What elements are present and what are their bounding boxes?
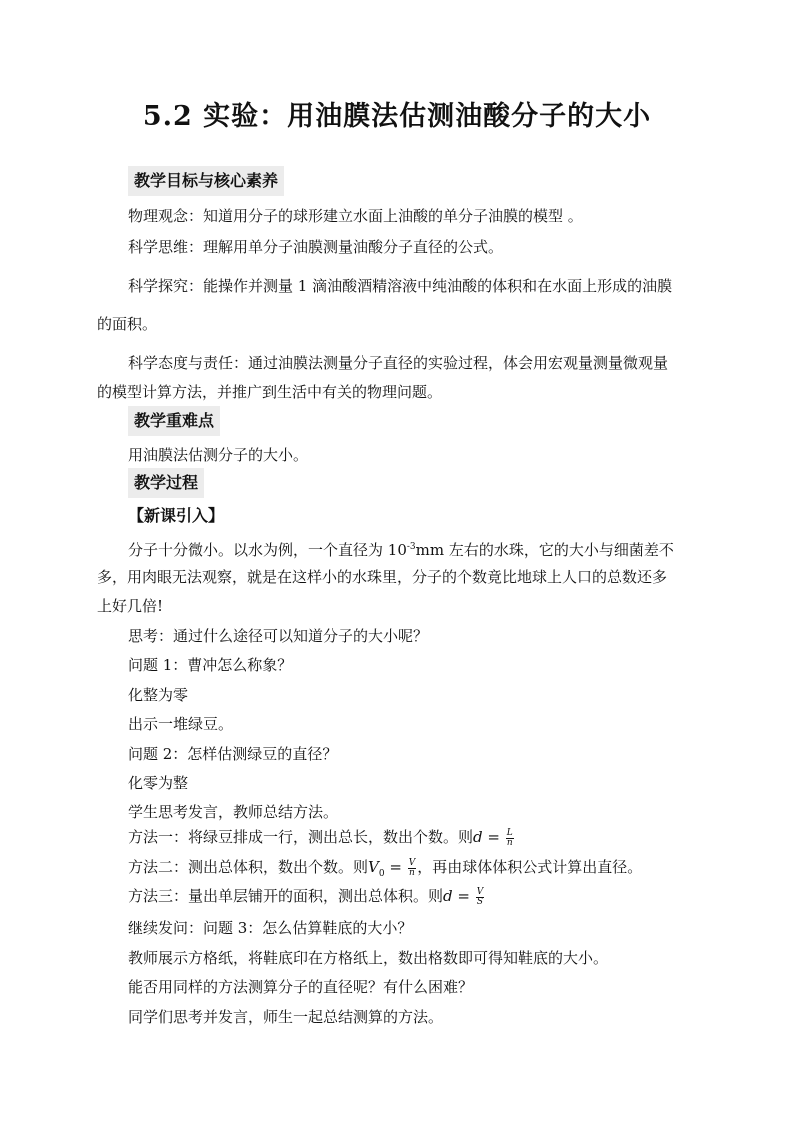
section-heading-goals: 教学目标与核心素养 <box>128 166 284 196</box>
method-2-fraction <box>408 859 417 878</box>
method-1-lhs: d <box>473 828 483 846</box>
method-3-lhs: d <box>443 887 453 905</box>
method-2: 方法二：测出总体积，数出个数。则$V_0$ = $\frac{V}{n}$ ，再由球体体积公式计算出直径。 <box>128 857 643 879</box>
method-2-text: 方法二：测出总体积，数出个数。则 <box>128 858 369 876</box>
difficulty-question: 能否用同样的方法测算分子的直径呢？有什么困难？ <box>128 978 474 996</box>
key-points-text: 用油膜法估测分子的大小。 <box>128 446 309 464</box>
method-1-fraction <box>506 829 514 848</box>
method-1: 方法一：将绿豆排成一行，测出总长，数出个数。则d = $\frac{L}{n}$ <box>128 827 513 848</box>
method-2-post: ，再由球体体积公式计算出直径。 <box>417 858 643 876</box>
summary: 同学们思考并发言，师生一起总结测算的方法。 <box>128 1008 444 1026</box>
answer-2: 化零为整 <box>128 774 189 792</box>
goal-physics-concept: 物理观念：知道用分子的球形建立水面上油酸的单分子油膜的模型 。 <box>128 207 583 225</box>
intro-paragraph-line2: 多，用肉眼无法观察，就是在这样小的水珠里，分子的个数竟比地球上人口的总数还多 <box>97 568 668 586</box>
goal-inquiry-line2: 的面积。 <box>97 315 158 333</box>
intro-paragraph-line1 <box>128 536 674 561</box>
section-heading-key-points: 教学重难点 <box>128 406 220 436</box>
question-3: 继续发问：问题 3：怎么估算鞋底的大小？ <box>128 919 413 937</box>
method-3-text: 方法三：量出单层铺开的面积，测出总体积。则 <box>128 887 444 905</box>
method-3-numerator: V <box>476 886 484 897</box>
intro-exponent: -3 <box>406 542 416 552</box>
discussion: 学生思考发言，教师总结方法。 <box>128 803 339 821</box>
method-1-numerator: L <box>506 827 513 838</box>
question-2: 问题 2：怎样估测绿豆的直径？ <box>128 745 338 763</box>
goal-attitude-line1: 科学态度与责任：通过油膜法测量分子直径的实验过程，体会用宏观量测量微观量 <box>128 354 669 372</box>
show-beans: 出示一堆绿豆。 <box>128 715 234 733</box>
section-heading-process: 教学过程 <box>128 468 204 498</box>
goal-attitude-line2: 的模型计算方法，并推广到生活中有关的物理问题。 <box>97 383 443 401</box>
method-2-lhs: V <box>368 858 379 876</box>
goal-inquiry-line1: 科学探究：能操作并测量 1 滴油酸酒精溶液中纯油酸的体积和在水面上形成的油膜 <box>128 277 673 295</box>
intro-heading: 【新课引入】 <box>128 506 225 525</box>
method-1-denominator: n <box>506 837 513 848</box>
method-3-denominator: S <box>476 896 484 907</box>
method-1-text: 方法一：将绿豆排成一行，测出总长，数出个数。则 <box>128 828 474 846</box>
page-title: 5.2 实验：用油膜法估测油酸分子的大小 <box>142 101 652 132</box>
method-3-fraction <box>476 888 485 907</box>
goal-scientific-thinking: 科学思维：理解用单分子油膜测量油酸分子直径的公式。 <box>128 238 504 256</box>
intro-text-post: mm 左右的水珠，它的大小与细菌差不 <box>415 541 674 559</box>
intro-text-pre: 分子十分微小。以水为例，一个直径为 10 <box>128 541 407 559</box>
show-grid-paper: 教师展示方格纸，将鞋底印在方格纸上，数出格数即可得知鞋底的大小。 <box>128 949 609 967</box>
method-2-subscript: 0 <box>378 869 385 879</box>
method-2-denominator: n <box>409 867 415 878</box>
think-question: 思考：通过什么途径可以知道分子的大小呢？ <box>128 627 429 645</box>
intro-paragraph-line3: 上好几倍! <box>97 597 164 615</box>
answer-1: 化整为零 <box>128 686 189 704</box>
method-2-numerator: V <box>408 857 416 868</box>
question-1: 问题 1：曹冲怎么称象？ <box>128 656 293 674</box>
method-3: 方法三：量出单层铺开的面积，测出总体积。则d = $\frac{V}{S}$ <box>128 886 484 907</box>
